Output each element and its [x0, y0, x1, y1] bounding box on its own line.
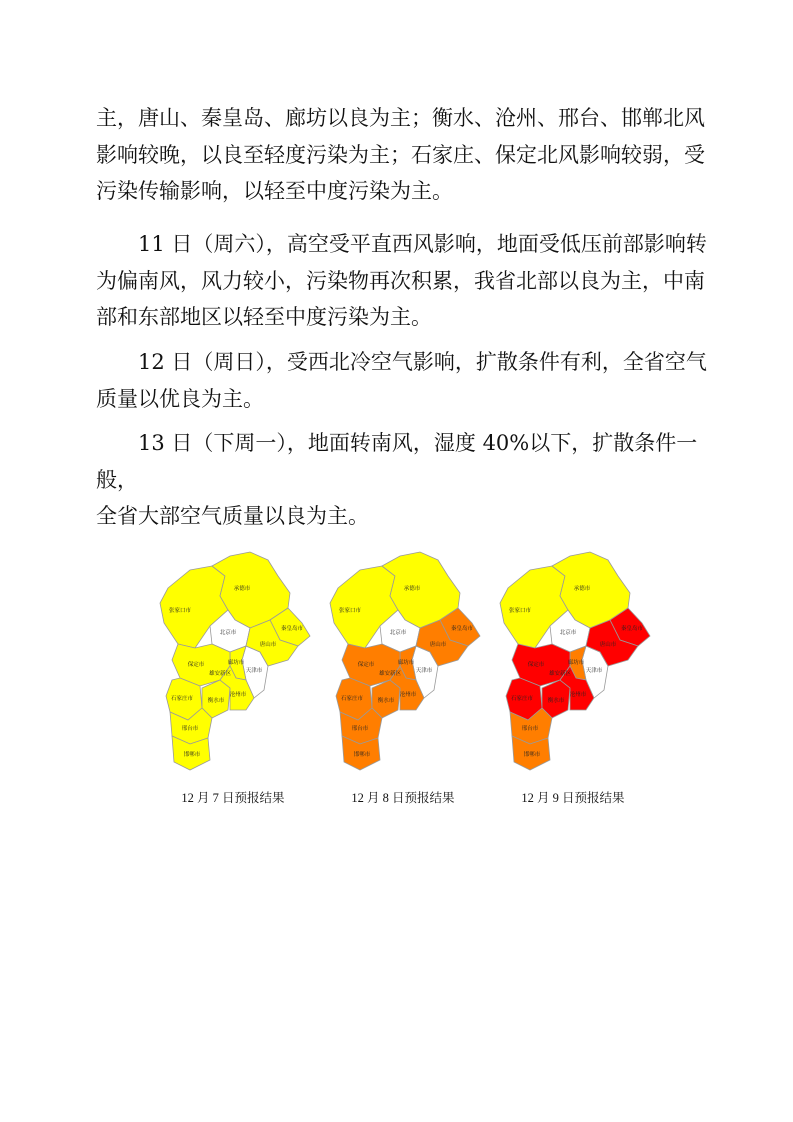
- region-label-xa: 雄安新区: [378, 671, 402, 677]
- region-label-cd: 承德市: [403, 586, 421, 592]
- paragraph-2: [96, 226, 716, 336]
- region-label-sjz: 石家庄市: [340, 696, 364, 702]
- region-label-bj: 北京市: [219, 630, 237, 636]
- region-label-tj: 天津市: [585, 668, 603, 674]
- region-label-xa: 雄安新区: [208, 671, 232, 677]
- region-label-qhd: 秦皇岛市: [620, 626, 644, 632]
- text-line: 为偏南风，风力较小，污染物再次积累，我省北部以良为主，中南: [96, 268, 705, 293]
- map-caption-2: 12 月 8 日预报结果: [351, 791, 455, 805]
- region-label-hs: 衡水市: [547, 698, 565, 704]
- forecast-map-2: [320, 548, 485, 778]
- text-line: 部和东部地区以轻至中度污染为主。: [96, 305, 432, 329]
- text-line: 11 日（周六），高空受平直西风影响，地面受低压前部影响转: [138, 232, 707, 256]
- text-line: 全省大部空气质量以良为主。: [96, 504, 369, 528]
- region-label-sjz: 石家庄市: [170, 696, 194, 702]
- region-label-hd: 邯郸市: [523, 752, 541, 758]
- region-label-ts: 唐山市: [599, 642, 617, 648]
- paragraph-4: [96, 425, 716, 535]
- region-label-sjz: 石家庄市: [510, 696, 534, 702]
- forecast-map-1: [150, 548, 315, 778]
- region-label-lf: 廊坊市: [227, 660, 245, 666]
- forecast-map-3: [490, 548, 655, 778]
- region-label-xa: 雄安新区: [548, 671, 572, 677]
- text-line: 12 日（周日），受西北冷空气影响，扩散条件有利，全省空气: [138, 350, 707, 374]
- text-line: 影响较晚，以良至轻度污染为主；石家庄、保定北风影响较弱，受: [96, 142, 705, 167]
- paragraph-1: [96, 100, 716, 210]
- region-label-xt: 邢台市: [521, 726, 539, 732]
- region-label-hd: 邯郸市: [353, 752, 371, 758]
- region-label-lf: 廊坊市: [567, 660, 585, 666]
- region-label-cz: 沧州市: [229, 692, 247, 698]
- region-label-bd: 保定市: [187, 662, 205, 668]
- region-label-zjk: 张家口市: [168, 608, 192, 614]
- region-label-xt: 邢台市: [351, 726, 369, 732]
- map-caption-1: 12 月 7 日预报结果: [181, 791, 285, 805]
- region-label-zjk: 张家口市: [508, 608, 532, 614]
- map-caption-3: 12 月 9 日预报结果: [521, 791, 625, 805]
- region-label-cz: 沧州市: [399, 692, 417, 698]
- region-label-cd: 承德市: [573, 586, 591, 592]
- region-label-lf: 廊坊市: [397, 660, 415, 666]
- text-line: 质量以优良为主。: [96, 386, 264, 411]
- region-label-bj: 北京市: [559, 630, 577, 636]
- region-label-bd: 保定市: [527, 662, 545, 668]
- region-label-tj: 天津市: [245, 668, 263, 674]
- text-line: 主，唐山、秦皇岛、廊坊以良为主；衡水、沧州、邢台、邯郸北风: [96, 106, 705, 130]
- region-label-cd: 承德市: [233, 586, 251, 592]
- region-label-tj: 天津市: [415, 668, 433, 674]
- region-label-ts: 唐山市: [259, 642, 277, 648]
- region-label-zjk: 张家口市: [338, 608, 362, 614]
- region-label-hs: 衡水市: [207, 698, 225, 704]
- region-label-bj: 北京市: [389, 630, 407, 636]
- region-label-qhd: 秦皇岛市: [280, 626, 304, 632]
- region-label-qhd: 秦皇岛市: [450, 626, 474, 632]
- region-label-ts: 唐山市: [429, 642, 447, 648]
- region-label-hs: 衡水市: [377, 698, 395, 704]
- region-label-cz: 沧州市: [569, 692, 587, 698]
- text-line: 污染传输影响，以轻至中度污染为主。: [96, 179, 453, 203]
- region-label-bd: 保定市: [357, 662, 375, 668]
- text-line: 13 日（下周一），地面转南风，湿度 40%以下，扩散条件一般，: [96, 431, 698, 492]
- region-label-hd: 邯郸市: [183, 752, 201, 758]
- region-label-xt: 邢台市: [181, 726, 199, 732]
- forecast-maps: [150, 548, 650, 778]
- paragraph-3: [96, 344, 716, 417]
